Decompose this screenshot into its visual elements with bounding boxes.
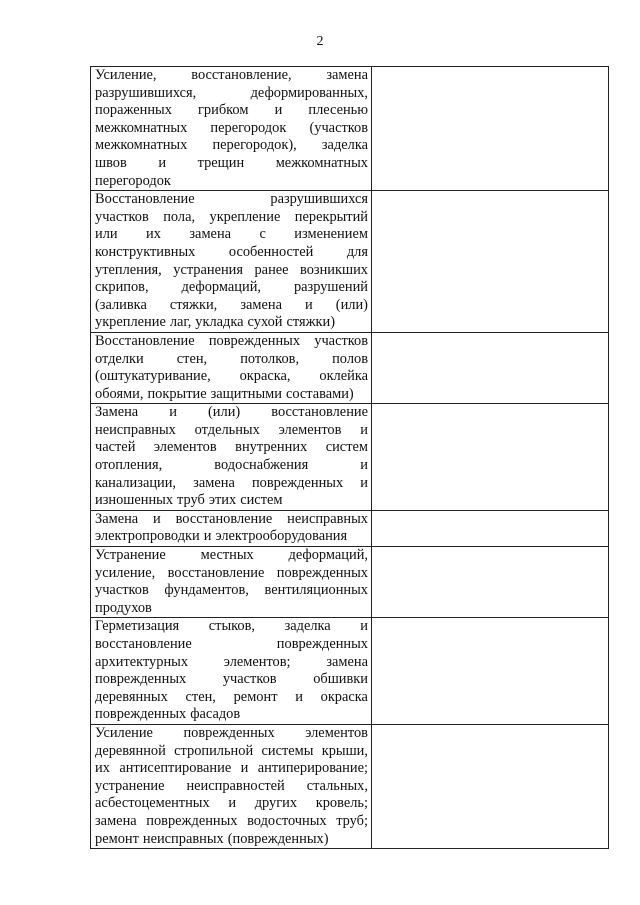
description-word: плесенью [308,102,368,119]
description-word: окраска [320,688,368,705]
work-value-cell [372,404,609,511]
description-word: фундаментов, [164,582,249,599]
description-line [95,565,368,583]
description-word: оклейка [319,368,368,385]
description-line [95,422,368,440]
description-word: стропильной [174,742,254,759]
description-word: изменением [294,226,368,243]
description-line [95,191,368,209]
description-word: пораженных [95,102,172,119]
description-word: перекрытий [294,208,368,225]
description-line [95,795,368,813]
description-word: ремонт [95,830,139,847]
description-word: с [259,226,266,243]
description-word: водоснабжения [214,457,309,474]
description-word: перегородок), [212,137,297,154]
description-line [95,404,368,422]
description-word: трещин [197,154,245,171]
description-word: продухов [95,599,152,616]
description-word: и [360,421,368,438]
description-line [95,760,368,778]
description-word: покрытие [147,385,207,402]
description-line [95,600,368,618]
description-word: антиперирование; [257,760,368,777]
description-line [95,297,368,315]
description-word: грибком [198,102,249,119]
description-word: перегородок [210,119,287,136]
work-value-cell [372,724,609,848]
description-word: обоями, [95,385,144,402]
work-value-cell [372,332,609,403]
description-word: Восстановление [95,332,195,349]
description-line [95,67,368,85]
description-word: замена [326,67,368,83]
description-word: участков [222,671,277,688]
description-word: отдельных [194,421,260,438]
works-table [90,66,609,849]
description-word: стен, [185,688,216,705]
description-word: ранее [254,261,289,278]
description-word: (оштукатуривание, [95,368,211,385]
description-word: поврежденных [276,636,368,652]
description-word: систем [240,492,283,509]
description-word: лаг, [169,314,192,331]
description-word: устранения [173,261,243,278]
description-word: других [254,795,298,812]
description-word: стальных, [306,777,368,794]
description-word: восстановление [271,404,368,421]
description-line [95,725,368,743]
description-word: кровель; [315,795,368,812]
description-word: этих [208,492,237,509]
description-word: (поврежденных) [227,830,329,847]
description-word: поврежденных [95,706,187,723]
description-word: обшивки [313,671,368,688]
description-line [95,492,368,510]
description-word: для [346,243,368,260]
description-word: отделки [95,350,144,367]
work-description-cell [91,67,372,191]
page-number: 2 [316,34,324,49]
description-word: замена [326,653,368,670]
description-line [95,439,368,457]
description-line [95,582,368,600]
description-line [95,654,368,672]
description-word: поврежденных [146,812,238,829]
description-word: укрепление [209,208,281,225]
description-line [95,831,368,849]
description-word: и [169,404,177,421]
table-row [91,547,609,618]
description-word: заделка [284,618,331,635]
description-word: замена [193,474,235,491]
description-word: деформаций, [288,547,368,564]
description-word: Герметизация [95,618,180,635]
description-word: межкомнатных [95,137,188,154]
description-word: усиление, [95,564,156,581]
description-word: и [360,474,368,491]
description-word: и [305,296,313,313]
work-description-cell [91,404,372,511]
description-word: деревянной [95,742,166,759]
description-word: или [95,226,118,243]
description-line [95,618,368,636]
description-word: деформированных, [250,84,368,101]
description-line [95,636,368,654]
work-value-cell [372,510,609,546]
table-row [91,510,609,546]
description-word: укладка [195,314,244,331]
description-word: Устранение [95,547,166,564]
description-word: и [274,102,283,119]
description-line [95,778,368,796]
description-word: устранение [95,777,165,794]
description-word: неисправных [95,421,176,438]
description-word: и [158,154,167,171]
description-line [95,813,368,831]
works-table-body [91,67,609,849]
description-word: швов [95,154,127,171]
description-word: их [146,226,161,243]
description-word: перегородок [95,172,171,189]
description-word: и [295,688,303,705]
description-word: вентиляционных [264,582,368,599]
description-line [95,475,368,493]
description-word: и [240,760,249,777]
description-word: элементов [153,439,217,456]
table-row [91,332,609,403]
description-word: восстановление [95,636,192,652]
description-word: утепления, [95,261,162,278]
description-word: участков [95,208,149,225]
description-word: поврежденных [276,564,368,581]
description-line [95,511,368,529]
description-word: канализации, [95,474,177,491]
description-word: восстановление [167,564,265,581]
description-word: отопления, [95,457,163,474]
description-word: деформаций, [181,279,261,296]
description-word: (или) [208,404,241,421]
description-word: фасадов [190,706,241,723]
description-word: конструктивных [95,243,196,260]
description-word: (заливка [95,296,147,313]
description-word: стен, [176,350,208,367]
table-row [91,724,609,848]
description-word: восстановление [175,510,273,527]
description-word: потолков, [240,350,300,367]
description-line [95,457,368,475]
description-word: Усиление [95,724,153,741]
description-word: их [95,760,110,777]
description-word: асбестоцементных [95,795,210,812]
description-line [95,226,368,244]
description-word: внутренних [235,439,308,456]
description-line [95,173,368,191]
description-word: замена [240,296,282,313]
description-line [95,279,368,297]
description-word: ремонт [233,688,278,705]
work-value-cell [372,618,609,725]
description-word: особенностей [228,243,314,260]
work-description-cell [91,618,372,725]
work-description-cell [91,191,372,333]
table-row [91,191,609,333]
description-word: и [360,457,368,474]
description-word: крыши, [321,742,368,759]
description-line [95,102,368,120]
description-word: поврежденных [208,332,301,349]
description-word: стяжки) [286,314,336,331]
description-word: системы [261,742,314,759]
description-word: межкомнатных [95,119,188,136]
description-word: и [153,510,161,527]
description-word: поврежденных [251,474,344,491]
description-word: заделка [321,137,368,154]
description-word: защитными [210,385,282,402]
description-line [95,85,368,103]
description-word: электропроводки [95,528,200,545]
description-word: архитектурных [95,653,189,670]
description-word: разрушившихся [270,191,368,208]
description-line [95,155,368,173]
description-line [95,743,368,761]
description-line [95,351,368,369]
description-word: межкомнатных [275,154,368,171]
description-word: составами) [285,385,354,402]
work-value-cell [372,547,609,618]
description-word: замена [95,812,137,829]
description-word: элементов; [223,653,291,670]
description-line [95,333,368,351]
description-word: участков [314,332,368,349]
work-description-cell [91,332,372,403]
description-word: труб [177,492,205,509]
description-word: электрооборудования [215,528,348,545]
work-description-cell [91,547,372,618]
description-word: местных [200,547,254,564]
description-line [95,209,368,227]
table-row [91,67,609,191]
description-word: возникших [300,261,368,278]
description-word: стяжки, [169,296,218,313]
table-row [91,404,609,511]
description-line [95,368,368,386]
description-line [95,528,368,546]
description-word: антисептирование [119,760,232,777]
description-line [95,689,368,707]
description-word: скрипов, [95,279,149,296]
description-word: полов [332,350,368,367]
description-word: разрушений [293,279,368,296]
description-word: деревянных [95,688,168,705]
description-word: систем [325,439,368,456]
description-line [95,671,368,689]
description-word: замена [189,226,232,243]
table-row [91,618,609,725]
description-line [95,137,368,155]
description-word: сухой [247,314,283,331]
description-line [95,547,368,565]
description-word: неисправных [287,510,368,527]
description-word: элементов [305,724,368,741]
description-line [95,244,368,262]
description-word: (участков [309,119,368,136]
description-word: и [360,618,368,635]
work-value-cell [372,191,609,333]
description-line [95,706,368,724]
description-word: труб; [336,812,368,829]
description-word: участков [95,582,149,599]
description-line [95,386,368,404]
description-word: и [203,528,212,545]
work-value-cell [372,67,609,191]
description-word: Замена [95,404,139,421]
description-line [95,120,368,138]
description-word: Замена [95,510,139,527]
description-word: водосточных [247,812,327,829]
description-word: неисправностей [186,777,285,794]
description-word: (или) [335,296,368,313]
description-word: разрушившихся, [95,84,197,101]
description-word: Восстановление [95,191,195,208]
description-word: частей [95,439,136,456]
description-word: пола, [163,208,196,225]
description-word: и [228,795,237,812]
description-word: изношенных [95,492,174,509]
description-word: Усиление, [95,67,157,83]
description-line [95,262,368,280]
description-word: элементов [278,421,342,438]
description-word: стыков, [208,618,255,635]
description-word: поврежденных [95,671,187,688]
description-word: укрепление [95,314,166,331]
work-description-cell [91,724,372,848]
description-word: поврежденных [183,724,275,741]
description-line [95,314,368,332]
description-word: неисправных [142,830,224,847]
description-word: восстановление, [191,67,292,83]
description-word: окраска, [239,368,291,385]
work-description-cell [91,510,372,546]
